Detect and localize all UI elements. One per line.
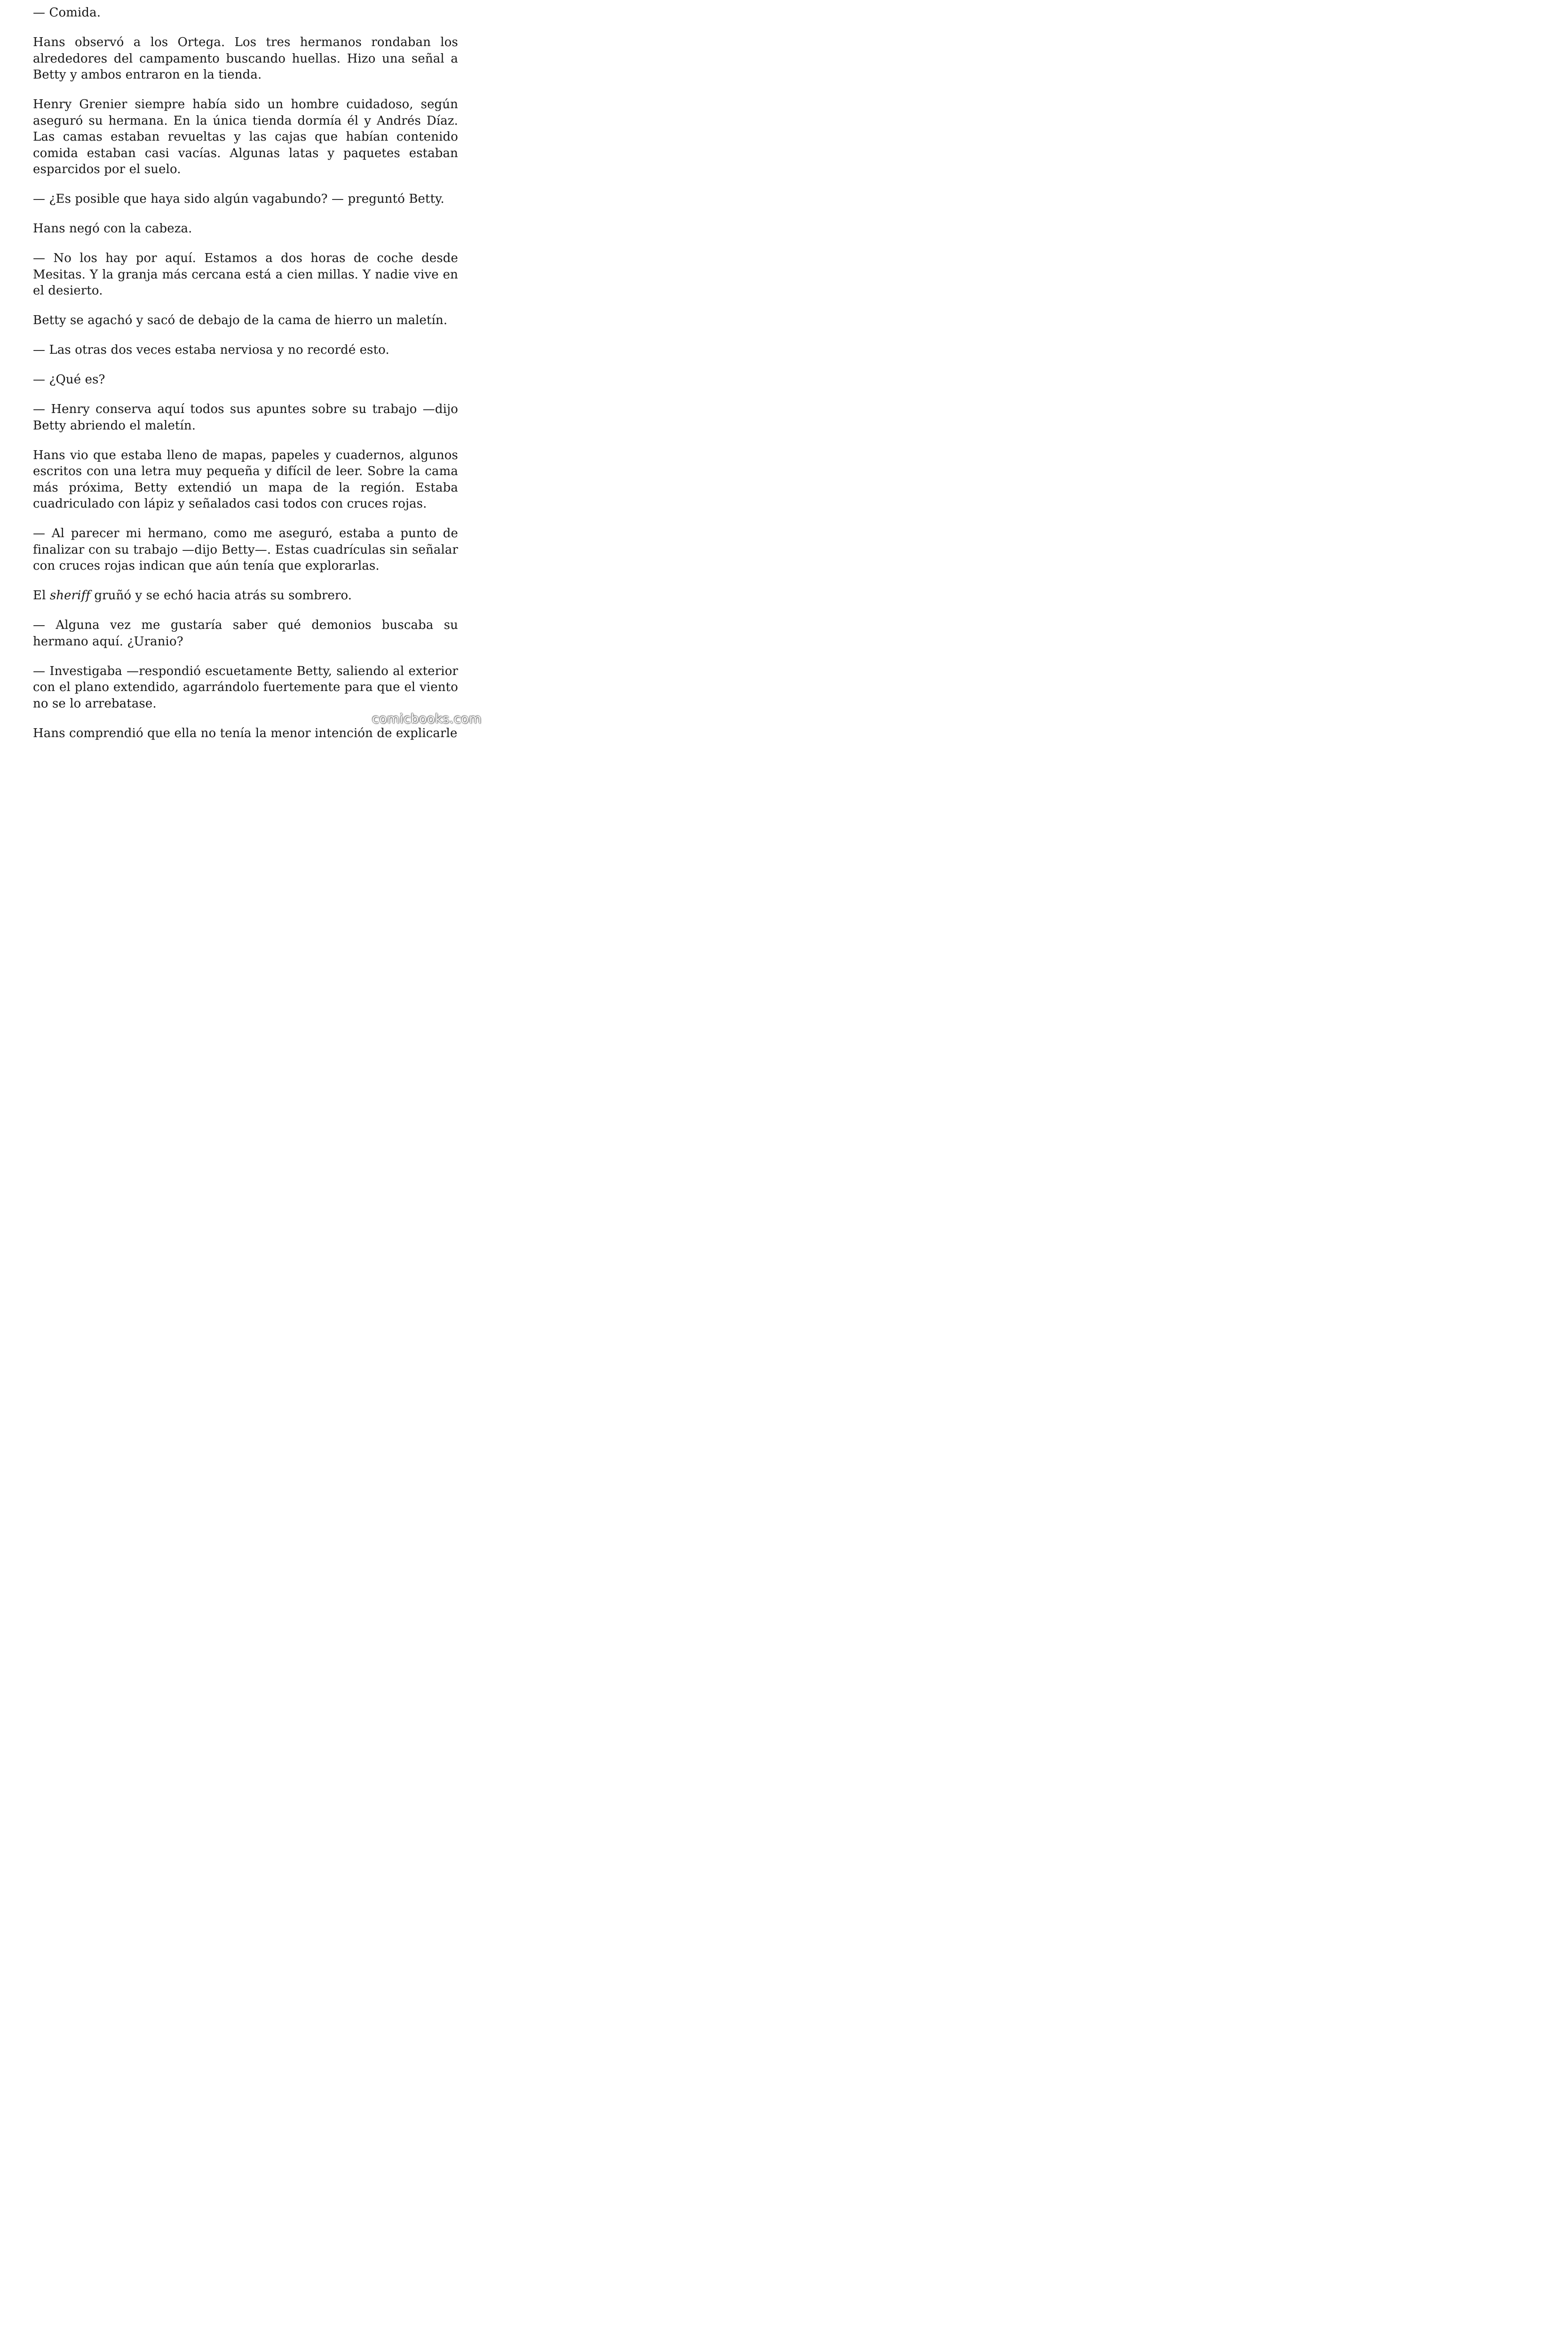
paragraph: Betty se agachó y sacó de debajo de la cama de hierro un maletín.	[33, 313, 448, 327]
paragraph: — ¿Es posible que haya sido algún vagabundo? — preguntó Betty.	[33, 192, 444, 206]
paragraph: — Las otras dos veces estaba nerviosa y no recordé esto.	[33, 343, 389, 357]
paragraph: Henry Grenier siempre había sido un hombre cuidadoso, según aseguró su hermana. En la única tienda dormía él y Andrés Díaz. Las camas estaban revueltas y las cajas que habían contenido comida estaban casi vacías. Algunas latas y paquetes estaban esparcidos por el suelo.	[33, 97, 458, 176]
paragraph-text: gruñó y se echó hacia atrás su sombrero.	[90, 588, 352, 603]
paragraph: Hans vio que estaba lleno de mapas, papeles y cuadernos, algunos escritos con una letra muy pequeña y difícil de leer. Sobre la cama más próxima, Betty extendió un mapa de la región. Estaba cuadriculado con lápiz y señalados casi todos con cruces rojas.	[33, 448, 458, 511]
paragraph: Hans negó con la cabeza.	[33, 222, 192, 236]
paragraph: Hans comprendió que ella no tenía la menor intención de explicarle	[33, 726, 458, 740]
paragraph: Hans observó a los Ortega. Los tres hermanos rondaban los alrededores del campamento buscando huellas. Hizo una señal a Betty y ambos entraron en la tienda.	[33, 35, 458, 82]
paragraph	[33, 588, 458, 604]
paragraph: — Investigaba —respondió escuetamente Betty, saliendo al exterior con el plano extendido, agarrándolo fuertemente para que el viento no se lo arrebatase.	[33, 664, 458, 711]
watermark: comicbooks.com	[372, 712, 482, 726]
paragraph: — No los hay por aquí. Estamos a dos horas de coche desde Mesitas. Y la granja más cercana está a cien millas. Y nadie vive en el desierto.	[33, 251, 458, 298]
paragraph: — ¿Qué es?	[33, 373, 105, 387]
paragraph: — Alguna vez me gustaría saber qué demonios buscaba su hermano aquí. ¿Uranio?	[33, 618, 458, 649]
paragraph: — Henry conserva aquí todos sus apuntes sobre su trabajo —dijo Betty abriendo el maletín.	[33, 402, 458, 433]
paragraph: — Al parecer mi hermano, como me aseguró, estaba a punto de finalizar con su trabajo —dijo Betty—. Estas cuadrículas sin señalar con cruces rojas indican que aún tenía que explorarlas.	[33, 526, 458, 573]
paragraph-text: El	[33, 588, 50, 603]
paragraph: — Comida.	[33, 6, 101, 20]
italic-word: sheriff	[49, 588, 91, 603]
page-body	[33, 5, 458, 755]
